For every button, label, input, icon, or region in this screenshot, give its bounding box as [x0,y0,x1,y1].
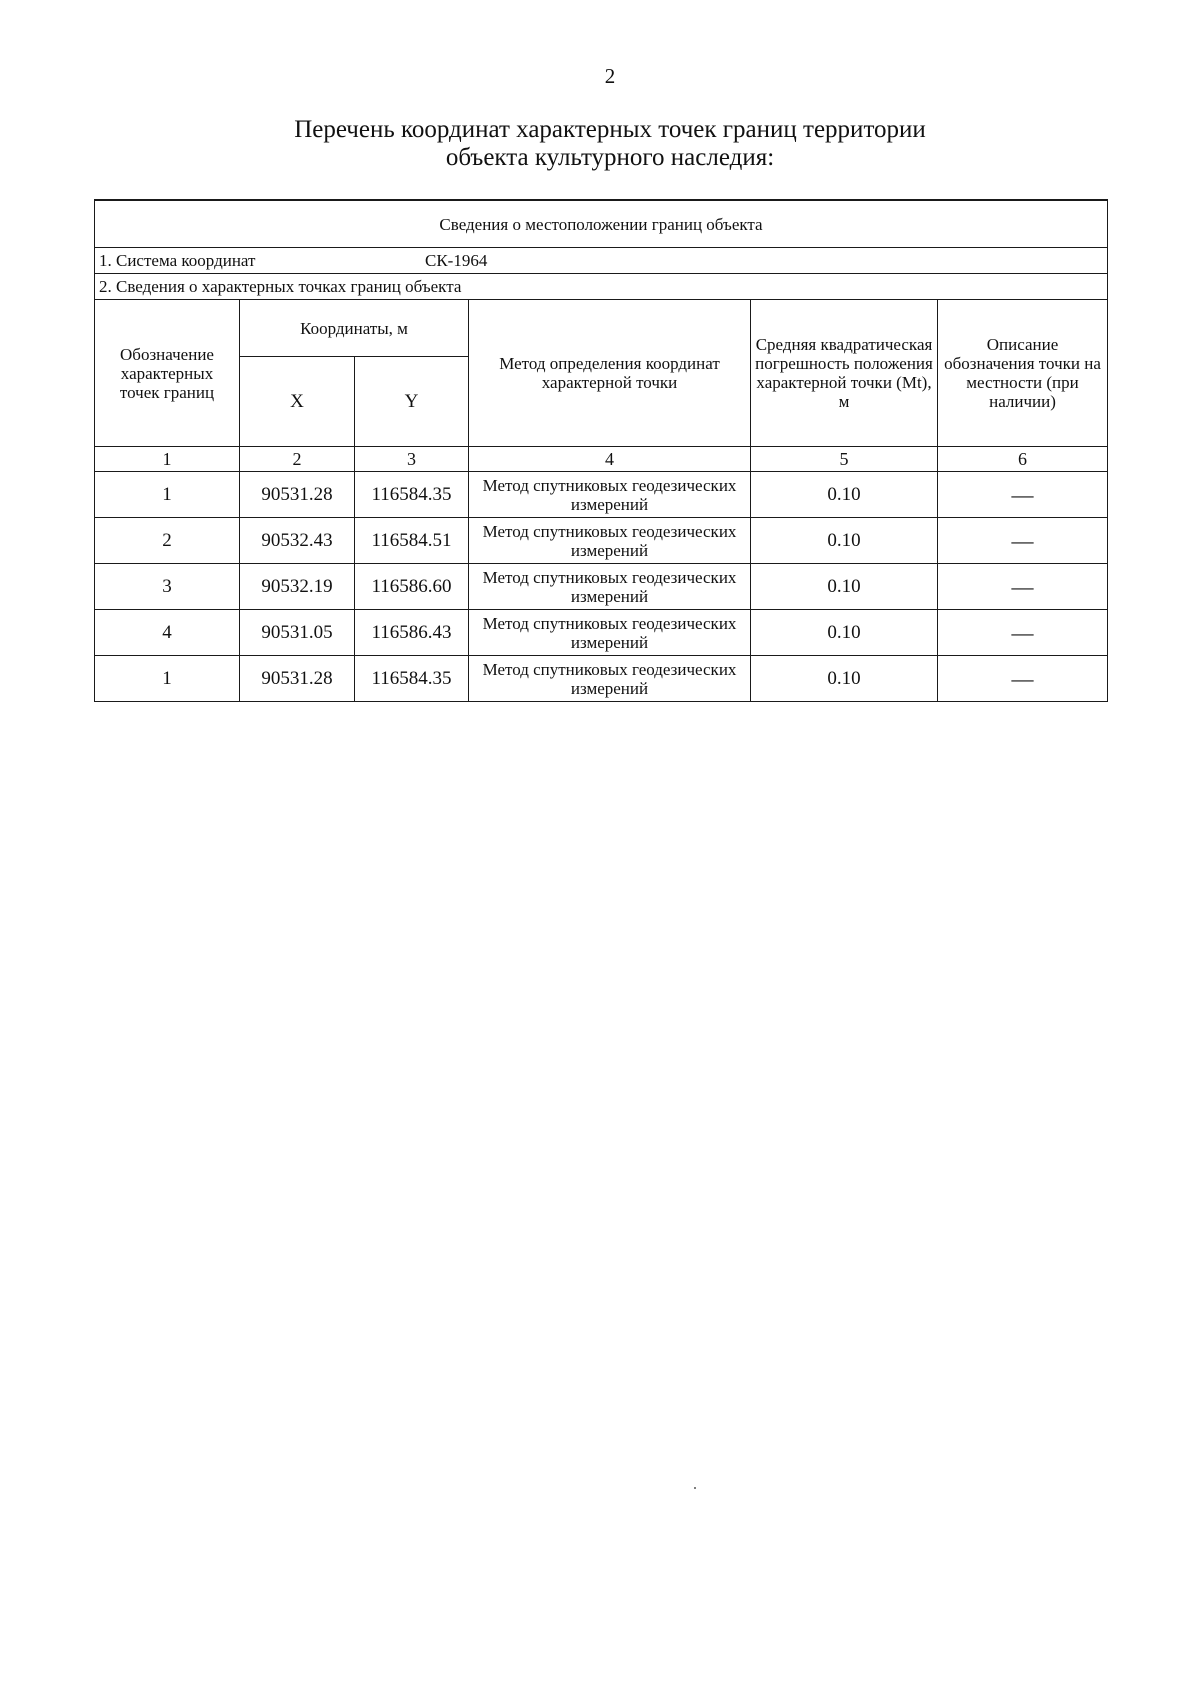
column-number: 3 [355,447,469,472]
table-row [95,518,1108,564]
coord-x: 90531.05 [240,610,355,656]
page-title-line-2: объекта культурного наследия: [445,144,775,171]
header-x: X [240,357,355,447]
error-mt: 0.10 [751,656,938,702]
method: Метод спутниковых геодезических измерений [469,610,751,656]
header-error: Средняя квадратическая погрешность положения характерной точки (Mt), м [751,300,938,447]
table-row [95,564,1108,610]
table-row [95,656,1108,702]
page-number: 2 [604,64,616,88]
coordinates-table [94,199,1108,702]
method: Метод спутниковых геодезических измерений [469,656,751,702]
column-number: 4 [469,447,751,472]
coord-x: 90531.28 [240,472,355,518]
description: — [938,656,1108,702]
error-mt: 0.10 [751,564,938,610]
page-title [0,116,1200,172]
point-id: 2 [95,518,240,564]
error-mt: 0.10 [751,472,938,518]
header-y: Y [355,357,469,447]
coord-y: 116586.60 [355,564,469,610]
header-method: Метод определения координат характерной точки [469,300,751,447]
point-id: 4 [95,610,240,656]
coord-y: 116584.35 [355,472,469,518]
description: — [938,610,1108,656]
coord-y: 116586.43 [355,610,469,656]
scan-speck [694,1487,696,1489]
page-title-line-1: Перечень координат характерных точек границ территории [294,116,926,143]
error-mt: 0.10 [751,518,938,564]
column-number: 1 [95,447,240,472]
coord-x: 90532.19 [240,564,355,610]
column-number-row [95,447,1108,472]
coord-x: 90532.43 [240,518,355,564]
table-row [95,610,1108,656]
description: — [938,564,1108,610]
coord-x: 90531.28 [240,656,355,702]
method: Метод спутниковых геодезических измерений [469,564,751,610]
point-id: 1 [95,472,240,518]
table-row [95,472,1108,518]
header-description: Описание обозначения точки на местности (при наличии) [938,300,1108,447]
table-caption: Сведения о местоположении границ объекта [95,200,1108,248]
header-designation: Обозначение характерных точек границ [95,300,240,447]
coord-system-label: 1. Система координат [99,251,256,270]
point-id: 1 [95,656,240,702]
coord-system-value: СК-1964 [425,251,488,270]
description: — [938,472,1108,518]
method: Метод спутниковых геодезических измерений [469,472,751,518]
column-number: 2 [240,447,355,472]
column-number: 5 [751,447,938,472]
column-number: 6 [938,447,1108,472]
header-coordinates: Координаты, м [240,300,469,357]
coord-y: 116584.35 [355,656,469,702]
method: Метод спутниковых геодезических измерений [469,518,751,564]
error-mt: 0.10 [751,610,938,656]
point-id: 3 [95,564,240,610]
coord-y: 116584.51 [355,518,469,564]
coord-system-row [95,248,1108,274]
description: — [938,518,1108,564]
points-section-label: 2. Сведения о характерных точках границ объекта [95,274,1108,300]
